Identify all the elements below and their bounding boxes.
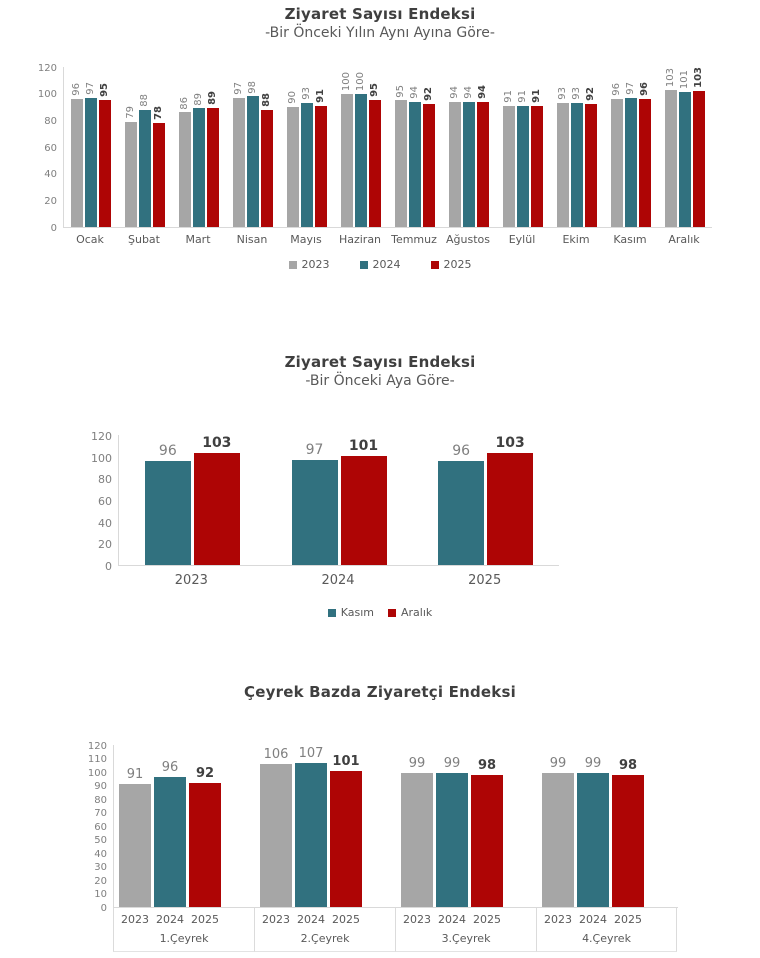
- bar-column: [517, 67, 529, 227]
- bar-value-label: 90: [287, 91, 298, 104]
- legend-swatch-2025: [431, 261, 439, 269]
- bar-2023: [503, 106, 515, 227]
- bar-value-label: 94: [409, 85, 420, 99]
- y-tick-label: 60: [94, 821, 107, 833]
- bar-value-label: 88: [261, 92, 272, 107]
- y-axis: [83, 740, 113, 914]
- bar-value-label: 91: [315, 88, 326, 103]
- bar-2024: [295, 763, 327, 907]
- bar-value-label: 89: [207, 91, 218, 106]
- bar-2025: [207, 108, 219, 227]
- bar-value-label: 93: [301, 87, 312, 100]
- bar-value-label: 100: [341, 71, 352, 91]
- bar-value-label: 78: [153, 106, 164, 120]
- bar-column: [153, 67, 165, 227]
- bar-column: [287, 67, 299, 227]
- bar-2025: [693, 91, 705, 227]
- bar-column: [665, 67, 677, 227]
- y-tick-label: 100: [87, 767, 107, 779]
- bar-column: [577, 745, 609, 907]
- bar-group: [550, 67, 604, 227]
- chart-legend: [0, 606, 760, 619]
- y-tick-label: 80: [44, 115, 57, 127]
- legend-swatch-Kasım: [328, 609, 336, 617]
- year-label: 2024: [297, 913, 325, 926]
- chart-canvas: [0, 430, 760, 619]
- y-tick-label: 0: [100, 902, 107, 914]
- bar-column: [477, 67, 489, 227]
- bar-2025: [639, 99, 651, 227]
- bar-Kasım: [438, 461, 484, 565]
- bar-2023: [611, 99, 623, 227]
- bar-column: [423, 67, 435, 227]
- bar-value-label: 92: [585, 87, 596, 102]
- bar-value-label: 93: [557, 87, 568, 100]
- bar-column: [145, 435, 191, 565]
- bar-2023: [71, 99, 83, 227]
- bar-column: [85, 67, 97, 227]
- bar-column: [449, 67, 461, 227]
- category-label: Haziran: [338, 233, 382, 246]
- bar-value-label: 96: [71, 83, 82, 96]
- y-tick-label: 20: [98, 538, 112, 552]
- legend-item: [388, 606, 432, 619]
- bar-value-label: 96: [639, 82, 650, 96]
- category-label: 2025: [468, 573, 502, 588]
- bar-value-label: 98: [477, 757, 497, 773]
- plot-area: [63, 67, 712, 228]
- category-label: Aralık: [668, 233, 700, 246]
- legend-swatch-2023: [289, 261, 297, 269]
- bar-value-label: 79: [125, 105, 136, 119]
- y-tick-label: 80: [94, 794, 107, 806]
- bar-value-label: 92: [423, 87, 434, 102]
- bar-group: [266, 435, 413, 565]
- y-tick-label: 40: [94, 848, 107, 860]
- y-tick-label: 120: [87, 740, 107, 752]
- bar-Kasım: [292, 460, 338, 565]
- bar-group: [396, 745, 537, 907]
- bar-column: [639, 67, 651, 227]
- y-tick-label: 40: [44, 169, 57, 181]
- bar-column: [542, 745, 574, 907]
- y-tick-label: 10: [94, 889, 107, 900]
- legend-item: [289, 258, 330, 271]
- category-label: Temmuz: [391, 233, 437, 246]
- bar-2025: [585, 104, 597, 227]
- bar-2024: [409, 102, 421, 227]
- bar-column: [207, 67, 219, 227]
- legend-label: 2024: [372, 258, 401, 271]
- bar-value-label: 106: [263, 746, 289, 762]
- bar-column: [611, 67, 623, 227]
- year-label: 2023: [121, 913, 149, 926]
- bar-2024: [679, 92, 691, 227]
- bar-2023: [395, 100, 407, 227]
- year-label: 2023: [262, 913, 290, 926]
- category-label: Nisan: [236, 233, 268, 246]
- year-label: 2023: [403, 913, 431, 926]
- bar-value-label: 99: [549, 756, 567, 772]
- bar-column: [330, 745, 362, 907]
- bar-2023: [557, 103, 569, 227]
- category-label: Ağustos: [446, 233, 490, 246]
- bar-value-label: 91: [126, 767, 144, 783]
- bar-2025: [423, 104, 435, 227]
- category-label: Mart: [185, 233, 211, 246]
- quarter-cell: [395, 908, 536, 952]
- chart-mom-section: [0, 352, 760, 619]
- legend-swatch-Aralık: [388, 609, 396, 617]
- bar-value-label: 97: [85, 81, 96, 95]
- bar-group: [658, 67, 712, 227]
- bar-column: [409, 67, 421, 227]
- bar-group: [334, 67, 388, 227]
- bar-group: [118, 67, 172, 227]
- bar-column: [436, 745, 468, 907]
- bar-value-label: 94: [449, 85, 460, 99]
- year-label-row: [255, 908, 395, 926]
- bar-value-label: 107: [298, 745, 324, 761]
- year-label: 2025: [332, 913, 360, 926]
- bar-2023: [287, 107, 299, 227]
- y-tick-label: 60: [98, 495, 112, 509]
- bar-2025: [99, 100, 111, 227]
- bar-2025: [471, 775, 503, 907]
- bar-value-label: 103: [495, 435, 525, 452]
- y-tick-label: 120: [37, 62, 57, 74]
- bar-column: [295, 745, 327, 907]
- year-label: 2024: [438, 913, 466, 926]
- y-tick-label: 20: [44, 195, 57, 207]
- bar-group: [172, 67, 226, 227]
- bar-group: [496, 67, 550, 227]
- bar-group: [537, 745, 678, 907]
- bar-value-label: 95: [369, 83, 380, 98]
- legend-swatch-2024: [360, 261, 368, 269]
- bar-2024: [517, 106, 529, 227]
- bar-column: [463, 67, 475, 227]
- legend-label: Kasım: [340, 606, 374, 619]
- bar-column: [341, 435, 387, 565]
- bar-2024: [85, 98, 97, 227]
- bar-column: [612, 745, 644, 907]
- bar-group: [412, 435, 559, 565]
- bar-column: [247, 67, 259, 227]
- bar-column: [125, 67, 137, 227]
- bar-2025: [531, 106, 543, 227]
- bar-column: [261, 67, 273, 227]
- bar-2025: [261, 110, 273, 227]
- legend-label: Aralık: [400, 606, 433, 619]
- bar-value-label: 99: [408, 756, 426, 772]
- category-label: Kasım: [613, 233, 647, 246]
- bar-column: [395, 67, 407, 227]
- bar-2024: [139, 110, 151, 227]
- bar-column: [401, 745, 433, 907]
- y-tick-label: 120: [91, 430, 112, 444]
- quarter-cell: [254, 908, 395, 952]
- bar-2023: [125, 122, 137, 227]
- bar-value-label: 93: [571, 87, 582, 100]
- y-tick-label: 30: [94, 862, 107, 873]
- bar-group: [442, 67, 496, 227]
- bar-column: [438, 435, 484, 565]
- category-row: [63, 233, 711, 246]
- legend-item: [360, 258, 401, 271]
- bar-2024: [247, 96, 259, 227]
- bar-Kasım: [145, 461, 191, 565]
- bar-2023: [542, 773, 574, 907]
- bar-value-label: 96: [158, 443, 177, 459]
- year-label-row: [114, 908, 254, 926]
- y-tick-label: 0: [105, 560, 112, 574]
- bar-value-label: 94: [477, 84, 488, 99]
- chart-monthly-yoy-section: [0, 4, 760, 271]
- bar-value-label: 97: [233, 81, 244, 95]
- bar-value-label: 95: [395, 84, 406, 98]
- year-label: 2024: [579, 913, 607, 926]
- legend-label: 2025: [443, 258, 472, 271]
- bar-column: [139, 67, 151, 227]
- bar-column: [369, 67, 381, 227]
- bar-2025: [330, 771, 362, 907]
- bar-value-label: 97: [305, 441, 324, 458]
- bar-value-label: 86: [179, 96, 190, 110]
- bar-column: [99, 67, 111, 227]
- quarter-label: 1.Çeyrek: [159, 932, 209, 945]
- year-label-row: [537, 908, 676, 926]
- chart-subtitle: -Bir Önceki Aya Göre-: [305, 373, 455, 389]
- bar-column: [571, 67, 583, 227]
- bar-2024: [463, 102, 475, 227]
- quarter-label: 2.Çeyrek: [300, 932, 350, 945]
- bar-column: [355, 67, 367, 227]
- bar-2024: [193, 108, 205, 227]
- bar-column: [154, 745, 186, 907]
- bar-value-label: 89: [193, 92, 204, 106]
- bar-2025: [315, 106, 327, 227]
- y-tick-label: 40: [98, 516, 112, 530]
- chart-legend: [0, 258, 760, 271]
- bar-group: [226, 67, 280, 227]
- bar-2024: [625, 98, 637, 227]
- bar-2023: [341, 94, 353, 227]
- category-label: Mayıs: [290, 233, 322, 246]
- y-axis: [33, 62, 63, 234]
- bar-value-label: 98: [247, 80, 258, 94]
- chart-canvas: [0, 62, 760, 271]
- bar-column: [585, 67, 597, 227]
- bar-value-label: 91: [517, 89, 528, 103]
- bar-group: [119, 435, 266, 565]
- bar-value-label: 103: [665, 67, 676, 87]
- quarter-label: 4.Çeyrek: [582, 932, 631, 945]
- bar-column: [625, 67, 637, 227]
- bar-group: [604, 67, 658, 227]
- bar-column: [194, 435, 240, 565]
- bar-value-label: 96: [161, 760, 179, 776]
- bar-value-label: 92: [195, 765, 215, 781]
- y-axis: [84, 430, 118, 574]
- bar-Aralık: [194, 453, 240, 565]
- y-tick-label: 60: [44, 142, 57, 154]
- plot-row: [84, 430, 760, 574]
- bar-column: [260, 745, 292, 907]
- bar-value-label: 91: [503, 89, 514, 103]
- quarter-table: [113, 908, 677, 952]
- bar-2023: [233, 98, 245, 227]
- bar-value-label: 101: [332, 753, 360, 769]
- year-label: 2023: [544, 913, 572, 926]
- chart-subtitle: -Bir Önceki Yılın Aynı Ayına Göre-: [265, 25, 495, 41]
- plot-area: [113, 745, 678, 908]
- year-label: 2025: [191, 913, 219, 926]
- bar-value-label: 88: [139, 93, 150, 107]
- bar-column: [487, 435, 533, 565]
- y-tick-label: 100: [37, 89, 57, 101]
- bar-2025: [153, 123, 165, 227]
- bar-2023: [401, 773, 433, 907]
- bar-column: [233, 67, 245, 227]
- bar-group: [388, 67, 442, 227]
- bar-2023: [449, 102, 461, 227]
- bar-value-label: 96: [611, 83, 622, 96]
- bar-column: [471, 745, 503, 907]
- bar-column: [693, 67, 705, 227]
- legend-item: [328, 606, 374, 619]
- bar-2024: [571, 103, 583, 227]
- bar-group: [280, 67, 334, 227]
- bar-column: [292, 435, 338, 565]
- plot-row: [33, 62, 760, 234]
- y-tick-label: 80: [98, 473, 112, 487]
- chart-quarterly-section: [0, 682, 760, 952]
- bar-value-label: 101: [348, 437, 379, 454]
- bar-column: [341, 67, 353, 227]
- category-label: Şubat: [128, 233, 160, 246]
- y-tick-label: 110: [87, 754, 107, 765]
- bar-2023: [119, 784, 151, 907]
- bar-2023: [179, 112, 191, 227]
- y-tick-label: 100: [91, 451, 112, 465]
- category-label: 2023: [174, 573, 208, 588]
- bar-column: [179, 67, 191, 227]
- legend-item: [431, 258, 472, 271]
- bar-value-label: 94: [463, 85, 474, 99]
- bar-value-label: 99: [443, 756, 461, 772]
- bar-2025: [612, 775, 644, 907]
- bar-column: [119, 745, 151, 907]
- plot-row: [83, 740, 760, 914]
- bar-column: [301, 67, 313, 227]
- bar-column: [315, 67, 327, 227]
- bar-column: [557, 67, 569, 227]
- bar-value-label: 103: [693, 67, 704, 88]
- bar-Aralık: [341, 456, 387, 565]
- bar-2024: [436, 773, 468, 907]
- y-tick-label: 90: [94, 781, 107, 792]
- category-label: Ekim: [562, 233, 590, 246]
- quarter-cell: [536, 908, 677, 952]
- bar-2024: [577, 773, 609, 907]
- bar-value-label: 95: [99, 83, 110, 98]
- bar-group: [64, 67, 118, 227]
- year-label: 2025: [614, 913, 642, 926]
- bar-value-label: 100: [355, 71, 366, 91]
- bar-value-label: 91: [531, 88, 542, 103]
- bar-column: [531, 67, 543, 227]
- bar-column: [193, 67, 205, 227]
- category-label: 2024: [321, 573, 355, 588]
- bar-2025: [369, 100, 381, 227]
- bar-value-label: 96: [452, 443, 471, 459]
- bar-group: [114, 745, 255, 907]
- year-label-row: [396, 908, 536, 926]
- bar-value-label: 97: [625, 81, 636, 95]
- bar-value-label: 99: [584, 756, 602, 772]
- bar-Aralık: [487, 453, 533, 565]
- quarter-cell: [113, 908, 254, 952]
- bar-2024: [355, 94, 367, 227]
- category-label: Eylül: [508, 233, 536, 246]
- bar-column: [189, 745, 221, 907]
- bar-column: [71, 67, 83, 227]
- plot-area: [118, 435, 559, 566]
- bar-value-label: 101: [679, 70, 690, 90]
- y-tick-label: 20: [94, 875, 107, 887]
- bar-value-label: 98: [618, 757, 638, 773]
- year-label: 2025: [473, 913, 501, 926]
- quarter-label: 3.Çeyrek: [441, 932, 491, 945]
- chart-canvas: [0, 740, 760, 952]
- bar-column: [679, 67, 691, 227]
- bar-2023: [665, 90, 677, 227]
- bar-2025: [477, 102, 489, 227]
- bar-2024: [301, 103, 313, 227]
- legend-label: 2023: [301, 258, 330, 271]
- bar-column: [503, 67, 515, 227]
- bar-2024: [154, 777, 186, 907]
- bar-value-label: 103: [202, 435, 232, 452]
- chart-title: Ziyaret Sayısı Endeksi: [284, 5, 476, 23]
- y-tick-label: 70: [94, 808, 107, 819]
- y-tick-label: 50: [94, 835, 107, 846]
- bar-group: [255, 745, 396, 907]
- bar-2023: [260, 764, 292, 907]
- category-label: Ocak: [76, 233, 104, 246]
- chart-title: Çeyrek Bazda Ziyaretçi Endeksi: [244, 683, 516, 701]
- category-row: [118, 573, 558, 588]
- chart-title: Ziyaret Sayısı Endeksi: [284, 353, 476, 371]
- bar-2025: [189, 783, 221, 907]
- y-tick-label: 0: [50, 222, 57, 234]
- year-label: 2024: [156, 913, 184, 926]
